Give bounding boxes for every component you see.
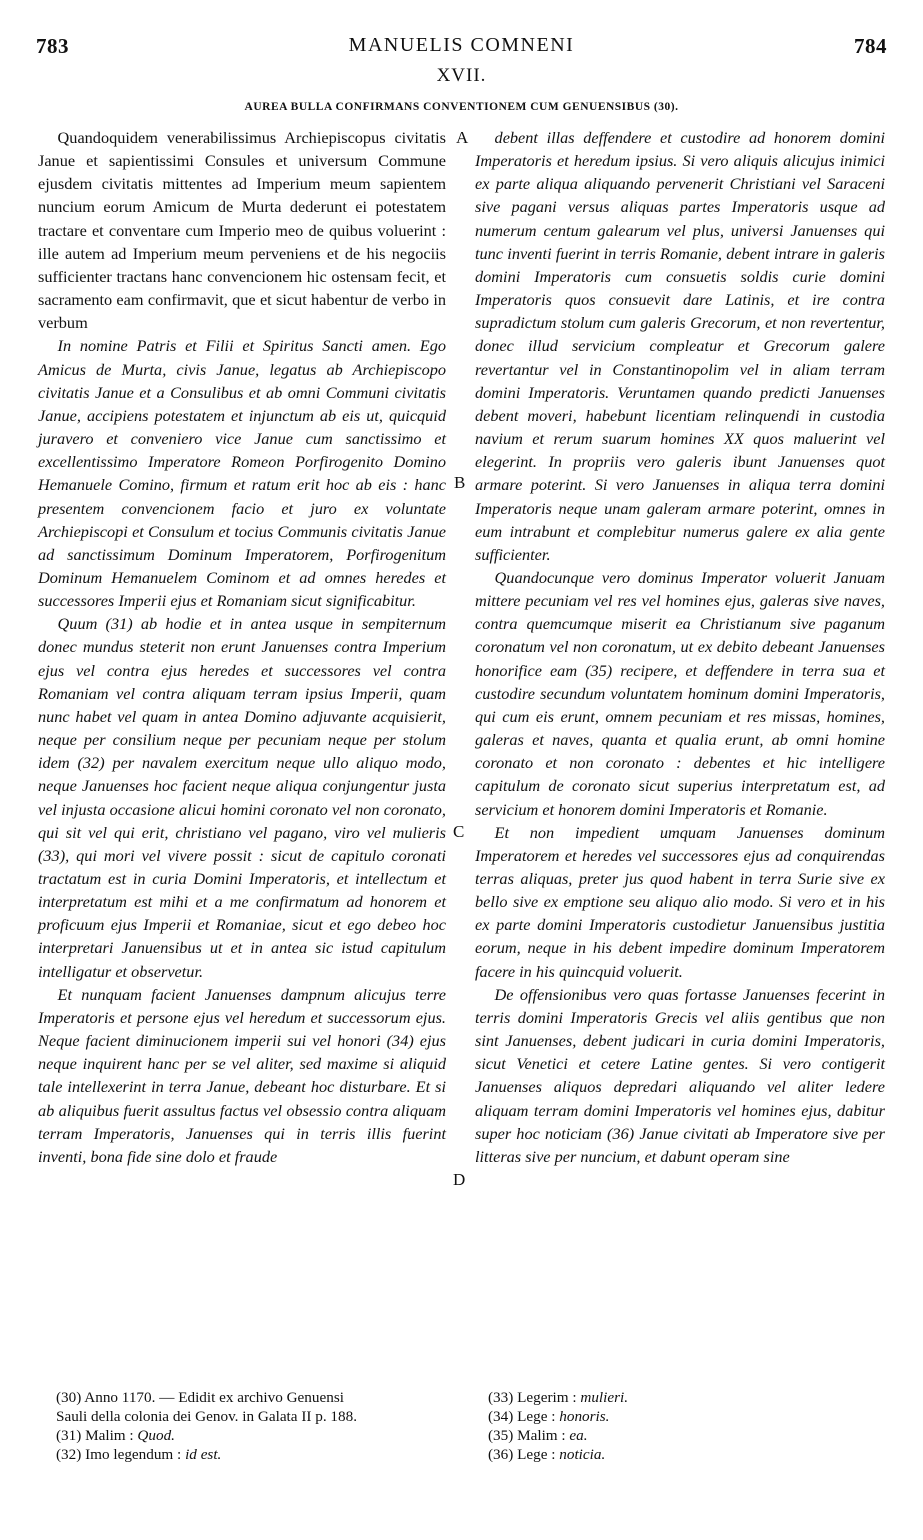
paragraph: debent illas deffendere et custodire ad honorem domini Imperatoris et heredum ipsius. Si vero aliquis alicujus inimici ex parte aliqua aliquando pervenerit Christiani vel Saraceni sive pagani versus aliquas partes Imperatoris usque ad numerum centum galearum vel plus, universi Januenses qui tunc inventi fuerint in terris Romanie, debent intrare in galeris domini Imperatoris cum consuetis soldis curie domini Imperatoris quos consuevit dare Latinis, et ire contra supradictum stolum cum galeris Grecorum, et non revertentur, donec illud servicium compleatur et Grecorum galere revertantur vel in Constantinopolim vel in aliam terram domini Imperatoris. Veruntamen quando predicti Januenses debent moveri, habebunt licentiam relinquendi in custodia navium et rerum suarum homines XX quos maluerint vel elegerint. In propriis vero galeris ibunt Januenses quot armare poterint. Si vero Januenses in aliqua terra domini Imperatoris neque unam galeram armare poterint, omnes in eum intrabunt et complebitur numerus galere ex alia gente sufficienter. [475,128,885,564]
margin-marker-d: D [453,1170,466,1189]
paragraph: Et non impedient umquam Januenses dominum Imperatorem et heredes vel successores ejus ad conquirendas terras aliquas, preter jus quod habent in terra Surie sive ex bello sive ex emptione seu aliquo alio modo. Si vero et in his ex parte domini Imperatoris custodietur Januensibus justitia eorum, neque in his debent impedire dominum Imperatorem facere in his quincquid voluerit. [475,822,885,981]
footnote [488,1445,878,1464]
footnote-emphasis: honoris. [559,1408,610,1425]
document-number: XVII. [436,65,487,86]
footnote-emphasis: mulieri. [580,1389,629,1406]
left-column [38,126,446,1168]
footnote-text: (34) Lege : [488,1408,560,1425]
paragraph: In nomine Patris et Filii et Spiritus Sancti amen. Ego Amicus de Murta, civis Janue, legatus ab Archiepiscopo civitatis Janue et a Consulibus et ab omni Communi civitatis Janue, accipiens potestatem et injunctum ab eis ut, quicquid juravero et conveniero vice Janue cum sanctissimo et excellentissimo Imperatore Romeon Porfirogenito Domino Hemanuele Comino, firmum et ratum erit hoc ab eis : hanc presentem convencionem facio et juro ex voluntate Archiepiscopi et Consulum et tocius Communis civitatis Janue ad sanctissimum Dominum Imperatorem, Porfirogenitum Dominum Hemanuelem Cominom et ad omnes heredes et successores Imperii ejus et Romaniam sicut significabitur. [38,336,446,611]
running-title: MANUELIS COMNENI [348,34,575,56]
footnote-text: (36) Lege : [488,1446,560,1463]
footnote-text: (30) Anno 1170. — Edidit ex archivo Genuensi [56,1389,344,1406]
footnote-emphasis: id est. [185,1446,222,1463]
footnote-emphasis: noticia. [559,1446,606,1463]
footnotes-right [488,1388,878,1464]
paragraph: De offensionibus vero quas fortasse Januenses fecerint in terris domini Imperatoris Grecis vel aliis gentibus que non sint Januenses, debent judicari in curia domini Imperatoris, sicut Venetici et cetere Latine gentes. Si vero contigerit Januenses aliquos depredari aliquando vel aliter ledere aliquam terram domini Imperatoris vel homines ejus, dabitur super hoc noticiam (36) Janue civitati ab Imperatore sive per litteras sive per nuncium, et dabunt operam sine [475,984,885,1166]
footnote [488,1388,878,1407]
document-subtitle: AUREA BULLA CONFIRMANS CONVENTIONEM CUM GENUENSIBUS (30). [244,101,679,113]
margin-marker-c: C [453,822,465,841]
paragraph: Et nunquam facient Januenses dampnum alicujus terre Imperatoris et persone ejus vel heredum et successorum ejus. Neque facient diminucionem imperii sui vel honori (34) ejus neque inquirent hanc per se vel aliter, sed maxime si aliquid tale intellexerint in terra Janue, debeant hoc disturbare. Et si ab aliquibus fuerit assultus factus vel obsessio contra aliquam terram Imperatoris, Januenses qui in terris illis fuerint inventi, bona fide sine dolo et fraude [38,984,446,1166]
paragraph: Quandocunque vero dominus Imperator voluerit Januam mittere pecuniam vel res vel homines ejus, galeras sive naves, contra quemcumque miserit ea Christianum sive paganum coronatum vel non coronatum, ut ex debito debeant Januenses honorifice eam (35) recipere, et deffendere in terra sua et custodire secundum voluntatem hominum domini Imperatoris, qui cum eis erunt, omnem pecuniam et res missas, homines, galeras et naves, quanta et qualia erunt, ab omni homine coronato et non coronato : debentes et hic intelligere capitulum de coronato sicut superius interpretatum est, ad servicium et honorem domini Imperatoris et Romanie. [475,567,885,819]
right-column [475,126,885,1168]
footnote [56,1445,456,1464]
footnote [488,1426,878,1445]
margin-marker-b: B [454,473,466,492]
margin-marker-a: A [456,128,469,147]
footnote [56,1426,456,1445]
footnote [56,1388,456,1407]
running-header [0,34,923,64]
footnote-text: (33) Legerim : [488,1389,581,1406]
footnotes-left [56,1388,456,1464]
footnote-text: (32) Imo legendum : [56,1446,186,1463]
paragraph: Quandoquidem venerabilissimus Archiepiscopus civitatis Janue et sapientissimi Consules et universum Commune ejusdem civitatis mittentes ad Imperium meum sapientem nuncium eorum Amicum de Murta dederunt ei potestatem tractare et conventare cum Imperio meo de quibus voluerint : ille autem ad Imperium meum perveniens et de his negociis sufficienter tractans hanc convencionem hic ostensam fecit, et sacramento eam confirmavit, que et sicut habentur de verbo in verbum [38,128,446,333]
footnote-text: Sauli della colonia dei Genov. in Galata II p. 188. [56,1408,357,1425]
paragraph: Quum (31) ab hodie et in antea usque in sempiternum donec mundus steterit non erunt Januenses contra Imperium ejus vel contra ejus heredes et successores vel contra Romaniam vel contra aliquam terram ipsius Imperii, quam nunc habet vel quam in antea Domino adjuvante acquisierit, neque per consilium neque per pecuniam neque per stolum idem (32) per navalem exercitum neque ullo aliquo modo, neque Januenses hoc facient neque aliqua conjungentur justa vel injusta occasione alicui homini coronato vel non coronato, qui sit vel qui erit, christiano vel pagano, viro vel mulieris (33), qui mori vel vivere possit : sicut de capitulo coronati tractatum est in curia Domini Imperatoris, et intellectum et interpretatum est mihi et a me confirmatum ad honorem et proficuum ejus Imperii et Romaniae, sicut et ego debeo hoc interpretari Januensibus ut et in antea sic istud capitulum intelligatur et observetur. [38,614,446,981]
footnote [56,1407,456,1426]
footnote-text: (35) Malim : [488,1427,570,1444]
page-number-left: 783 [36,34,69,58]
footnote [488,1407,878,1426]
footnote-emphasis: ea. [569,1427,588,1444]
footnote-emphasis: Quod. [137,1427,175,1444]
page-number-right: 784 [854,34,887,58]
footnote-text: (31) Malim : [56,1427,138,1444]
